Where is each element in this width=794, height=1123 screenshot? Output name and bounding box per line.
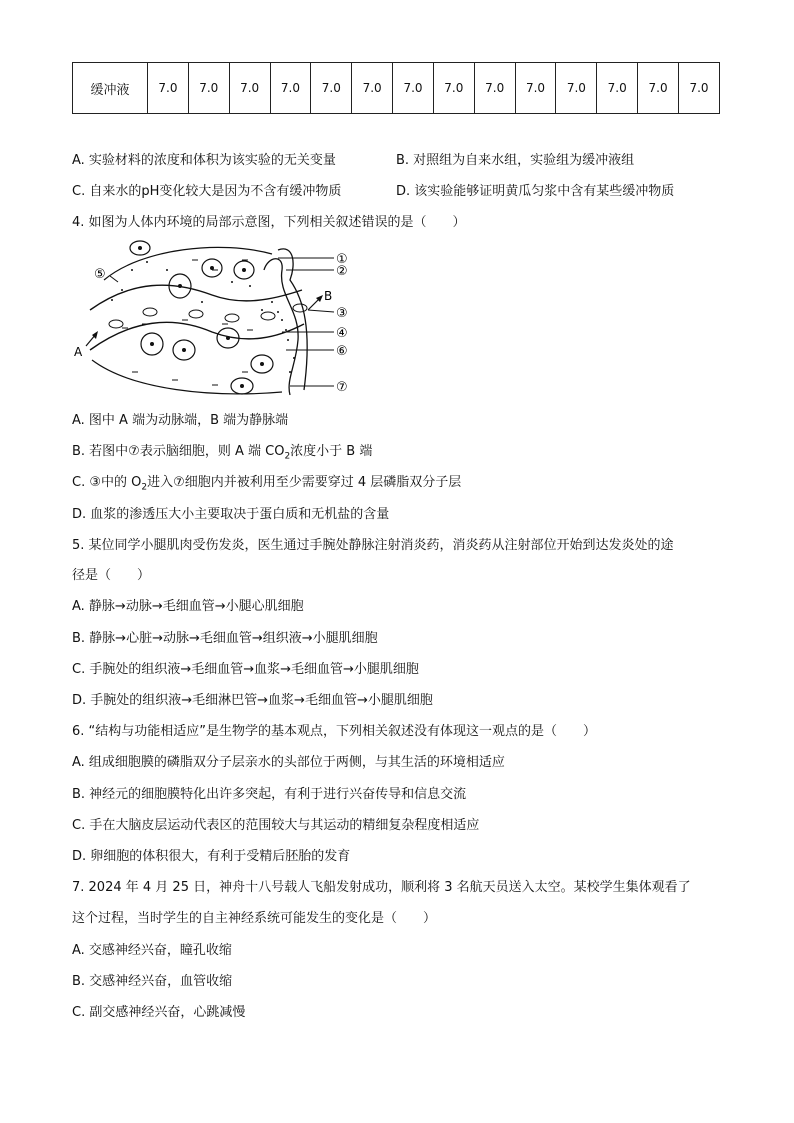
q5-option-d: D. 手腕处的组织液→毛细淋巴管→血浆→毛细血管→小腿肌细胞 — [72, 693, 433, 708]
q4-b-post: 浓度小于 B 端 — [290, 444, 373, 459]
q3-c-pre: C. 自来水的 — [72, 184, 142, 199]
buffer-table — [72, 62, 720, 114]
label-3: ③ — [336, 306, 348, 321]
table-cell: 7.0 — [638, 63, 679, 114]
internal-environment-figure — [72, 240, 372, 400]
table-cell: 7.0 — [270, 63, 311, 114]
table-cell: 7.0 — [515, 63, 556, 114]
label-a: A — [74, 345, 83, 359]
q5-option-b: B. 静脉→心脏→动脉→毛细血管→组织液→小腿肌细胞 — [72, 631, 378, 646]
q4-b-sub: 2 — [284, 451, 291, 462]
label-b: B — [324, 289, 333, 303]
q5-option-c: C. 手腕处的组织液→毛细血管→血浆→毛细血管→小腿肌细胞 — [72, 662, 419, 677]
table-cell: 7.0 — [229, 63, 270, 114]
q5-stem-1: 5. 某位同学小腿肌肉受伤发炎，医生通过手腕处静脉注射消炎药，消炎药从注射部位开始到达发炎处的途 — [72, 538, 674, 553]
q4-stem: 4. 如图为人体内环境的局部示意图，下列相关叙述错误的是（ ） — [72, 215, 466, 230]
q3-option-a: A. 实验材料的浓度和体积为该实验的无关变量 — [72, 153, 336, 168]
q4-option-c — [72, 474, 461, 497]
table-cell: 7.0 — [311, 63, 352, 114]
q3-c-ph: pH — [141, 184, 160, 199]
q5-option-a: A. 静脉→动脉→毛细血管→小腿心肌细胞 — [72, 599, 304, 614]
table-cell: 7.0 — [393, 63, 434, 114]
q7-stem-1: 7. 2024 年 4 月 25 日，神舟十八号载人飞船发射成功，顺利将 3 名航天员送入太空。某校学生集体观看了 — [72, 880, 691, 895]
label-7: ⑦ — [336, 380, 348, 395]
table-cell: 7.0 — [433, 63, 474, 114]
label-2: ② — [336, 264, 348, 279]
q4-b-pre: B. 若图中⑦表示脑细胞，则 A 端 CO — [72, 444, 285, 459]
q3-option-b: B. 对照组为自来水组，实验组为缓冲液组 — [396, 153, 635, 168]
q6-option-a: A. 组成细胞膜的磷脂双分子层亲水的头部位于两侧，与其生活的环境相适应 — [72, 755, 505, 770]
label-4: ④ — [336, 326, 348, 341]
q3-c-post: 变化较大是因为不含有缓冲物质 — [159, 184, 342, 199]
tissue-diagram — [72, 240, 372, 400]
q6-stem: 6. “结构与功能相适应”是生物学的基本观点，下列相关叙述没有体现这一观点的是（ ） — [72, 724, 597, 739]
q7-option-a: A. 交感神经兴奋，瞳孔收缩 — [72, 943, 232, 958]
q7-option-b: B. 交感神经兴奋，血管收缩 — [72, 974, 233, 989]
q6-option-b: B. 神经元的细胞膜特化出许多突起，有利于进行兴奋传导和信息交流 — [72, 787, 467, 802]
label-6: ⑥ — [336, 344, 348, 359]
label-1: ① — [336, 252, 348, 267]
q4-c-pre: C. ③中的 O — [72, 475, 142, 490]
q3-option-d: D. 该实验能够证明黄瓜匀浆中含有某些缓冲物质 — [396, 184, 675, 199]
q4-option-a: A. 图中 A 端为动脉端，B 端为静脉端 — [72, 413, 289, 428]
table-cell: 7.0 — [188, 63, 229, 114]
label-5: ⑤ — [94, 267, 106, 282]
q4-c-sub: 2 — [141, 482, 148, 493]
table-cell: 7.0 — [148, 63, 189, 114]
q7-stem-2: 这个过程，当时学生的自主神经系统可能发生的变化是（ ） — [72, 911, 437, 926]
table-cell: 7.0 — [474, 63, 515, 114]
table-cell: 7.0 — [678, 63, 719, 114]
q6-option-c: C. 手在大脑皮层运动代表区的范围较大与其运动的精细复杂程度相适应 — [72, 818, 480, 833]
q4-option-b — [72, 443, 372, 466]
q6-option-d: D. 卵细胞的体积很大，有利于受精后胚胎的发育 — [72, 849, 351, 864]
table-cell: 7.0 — [556, 63, 597, 114]
q4-c-post: 进入⑦细胞内并被利用至少需要穿过 4 层磷脂双分子层 — [147, 475, 462, 490]
table-cell: 7.0 — [352, 63, 393, 114]
q7-option-c: C. 副交感神经兴奋，心跳减慢 — [72, 1005, 246, 1020]
table-row — [73, 63, 720, 114]
table-cell: 7.0 — [597, 63, 638, 114]
q4-option-d: D. 血浆的渗透压大小主要取决于蛋白质和无机盐的含量 — [72, 507, 390, 522]
q3-option-c — [72, 183, 341, 201]
q5-stem-2: 径是（ ） — [72, 568, 151, 583]
row-label: 缓冲液 — [73, 63, 148, 114]
